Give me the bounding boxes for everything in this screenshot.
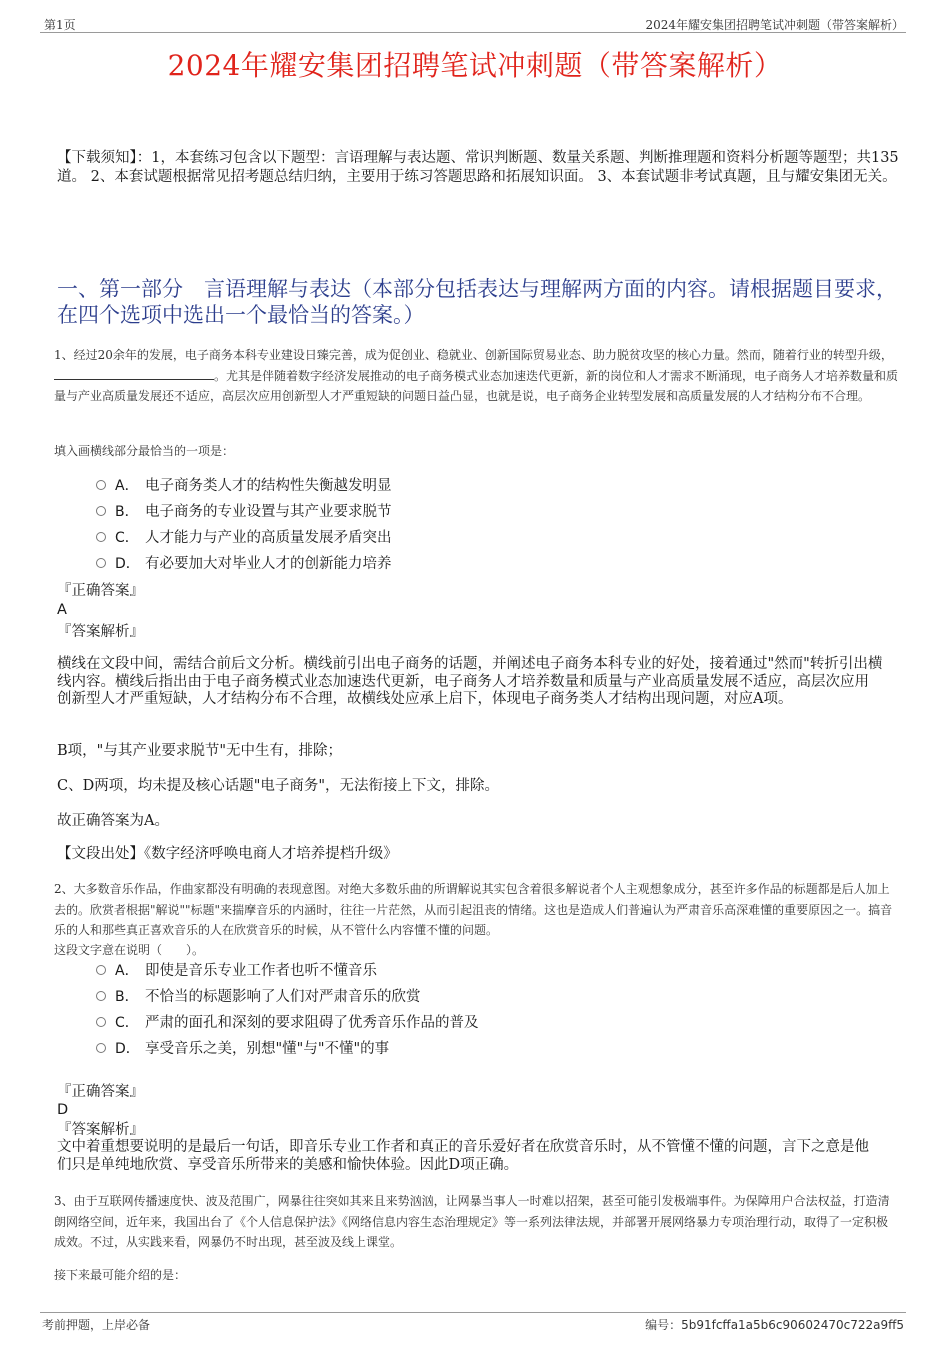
analysis-text: 横线在文段中间，需结合前后文分析。横线前引出电子商务的话题，并阐述电子商务本科专业的好处，接着通过"然而"转折引出横线内容。横线后指出由于电子商务模式业态加速迭代更新，电子商务人才培养数量和质量与产业高质量发展不适应，高层次应用创新型人才严重短缺，人才结构分布不合理，故横线处应承上启下，体现电子商务类人才结构出现问题，对应A项。: [57, 656, 883, 707]
question-2-stem: 2、大多数音乐作品，作曲家都没有明确的表现意图。对绝大多数乐曲的所谓解说其实包含着很多解说者个人主观想象成分，甚至许多作品的标题都是后人加上去的。欣赏者根据"解说""标题"来揣摩音乐的内涵时，往往一片茫然，从而引起沮丧的情绪。这也是造成人们普遍认为严肃音乐高深难懂的重要原因之一。搞音乐的人和那些真正喜欢音乐的人在欣赏音乐的时候，从不管什么内容懂不懂的问题。: [54, 882, 893, 937]
question-3-stem: 3、由于互联网传播速度快、波及范围广，网暴往往突如其来且来势汹汹，让网暴当事人一时难以招架，甚至可能引发极端事件。为保障用户合法权益，打造清朗网络空间，近年来，我国出台了《个人信息保护法》《网络信息内容生态治理规定》等一系列法律法规，并部署开展网络暴力专项治理行动，取得了一定积极成效。不过，从实践来看，网暴仍不时出现，甚至波及线上课堂。: [54, 1194, 890, 1249]
question-1-prompt: 填入画横线部分最恰当的一项是：: [54, 444, 235, 458]
document-code: 编号：5b91fcffa1a5b6c90602470c722a9ff5: [645, 1318, 904, 1332]
analysis-text: B项，"与其产业要求脱节"无中生有，排除；: [57, 743, 342, 759]
radio-icon[interactable]: [96, 991, 106, 1001]
radio-icon[interactable]: [96, 965, 106, 975]
question-2-option-a[interactable]: A． 即使是音乐专业工作者也听不懂音乐: [96, 960, 377, 982]
analysis-text: 文中着重想要说明的是最后一句话，即音乐专业工作者和真正的音乐爱好者在欣赏音乐时，从不管懂不懂的问题，言下之意是他们只是单纯地欣赏、享受音乐所带来的美感和愉快体验。因此D项正确。: [57, 1139, 869, 1173]
question-1-option-c[interactable]: C． 人才能力与产业的高质量发展矛盾突出: [96, 527, 392, 549]
source-citation: 【文段出处】《数字经济呼唤电商人才培养提档升级》: [57, 846, 398, 862]
radio-icon[interactable]: [96, 558, 106, 568]
question-1-option-a[interactable]: A． 电子商务类人才的结构性失衡越发明显: [96, 475, 392, 497]
question-2-option-c[interactable]: C． 严肃的面孔和深刻的要求阻碍了优秀音乐作品的普及: [96, 1012, 479, 1034]
analysis-label: 『答案解析』: [57, 624, 144, 640]
radio-icon[interactable]: [96, 480, 106, 490]
question-1-stem: 1、经过20余年的发展，电子商务本科专业建设日臻完善，成为促创业、稳就业、创新国际贸易业态、助力脱贫攻坚的核心力量。然而，随着行业的转型升级，。尤其是伴随着数字经济发展推动的电子商务模式业态加速迭代更新，新的岗位和人才需求不断涌现，电子商务人才培养数量和质量与产业高质量发展还不适应，高层次应用创新型人才严重短缺的问题日益凸显，也就是说，电子商务企业转型发展和高质量发展的人才结构分布不合理。: [54, 348, 899, 403]
question-1-option-d[interactable]: D． 有必要加大对毕业人才的创新能力培养: [96, 553, 392, 575]
answer-value: A: [57, 602, 67, 618]
question-2-prompt: 这段文字意在说明（ ）。: [54, 943, 205, 957]
answer-label: 『正确答案』: [57, 1084, 144, 1100]
analysis-text: 故正确答案为A。: [57, 813, 169, 829]
analysis-label: 『答案解析』: [57, 1122, 144, 1138]
answer-blank: [54, 367, 214, 380]
answer-value: D: [57, 1102, 69, 1118]
radio-icon[interactable]: [96, 506, 106, 516]
radio-icon[interactable]: [96, 532, 106, 542]
radio-icon[interactable]: [96, 1017, 106, 1027]
question-3-prompt: 接下来最可能介绍的是：: [54, 1268, 187, 1282]
footer-slogan: 考前押题，上岸必备: [42, 1318, 151, 1332]
question-2-option-b[interactable]: B． 不恰当的标题影响了人们对严肃音乐的欣赏: [96, 986, 421, 1008]
analysis-text: C、D两项，均未提及核心话题"电子商务"，无法衔接上下文，排除。: [57, 778, 500, 794]
download-notice: 【下载须知】：1，本套练习包含以下题型：言语理解与表达题、常识判断题、数量关系题、判断推理题和资料分析题等题型；共135道。 2、本套试题根据常见招考题总结归纳，主要用于练习答题思路和拓展知识面。 3、本套试题非考试真题，且与耀安集团无关。: [57, 150, 899, 185]
page-footer: [40, 1312, 906, 1333]
question-2-option-d[interactable]: D． 享受音乐之美，别想"懂"与"不懂"的事: [96, 1038, 389, 1060]
section-title: 一、第一部分 言语理解与表达（本部分包括表达与理解两方面的内容。请根据题目要求，在四个选项中选出一个最恰当的答案。）: [57, 277, 897, 327]
answer-label: 『正确答案』: [57, 583, 144, 599]
page-title: 2024年耀安集团招聘笔试冲刺题（带答案解析）: [167, 49, 783, 82]
page-header: [40, 14, 906, 33]
header-doc-title: 2024年耀安集团招聘笔试冲刺题（带答案解析）: [645, 18, 904, 32]
page-number: 第1页: [44, 18, 76, 32]
radio-icon[interactable]: [96, 1043, 106, 1053]
question-1-option-b[interactable]: B． 电子商务的专业设置与其产业要求脱节: [96, 501, 392, 523]
